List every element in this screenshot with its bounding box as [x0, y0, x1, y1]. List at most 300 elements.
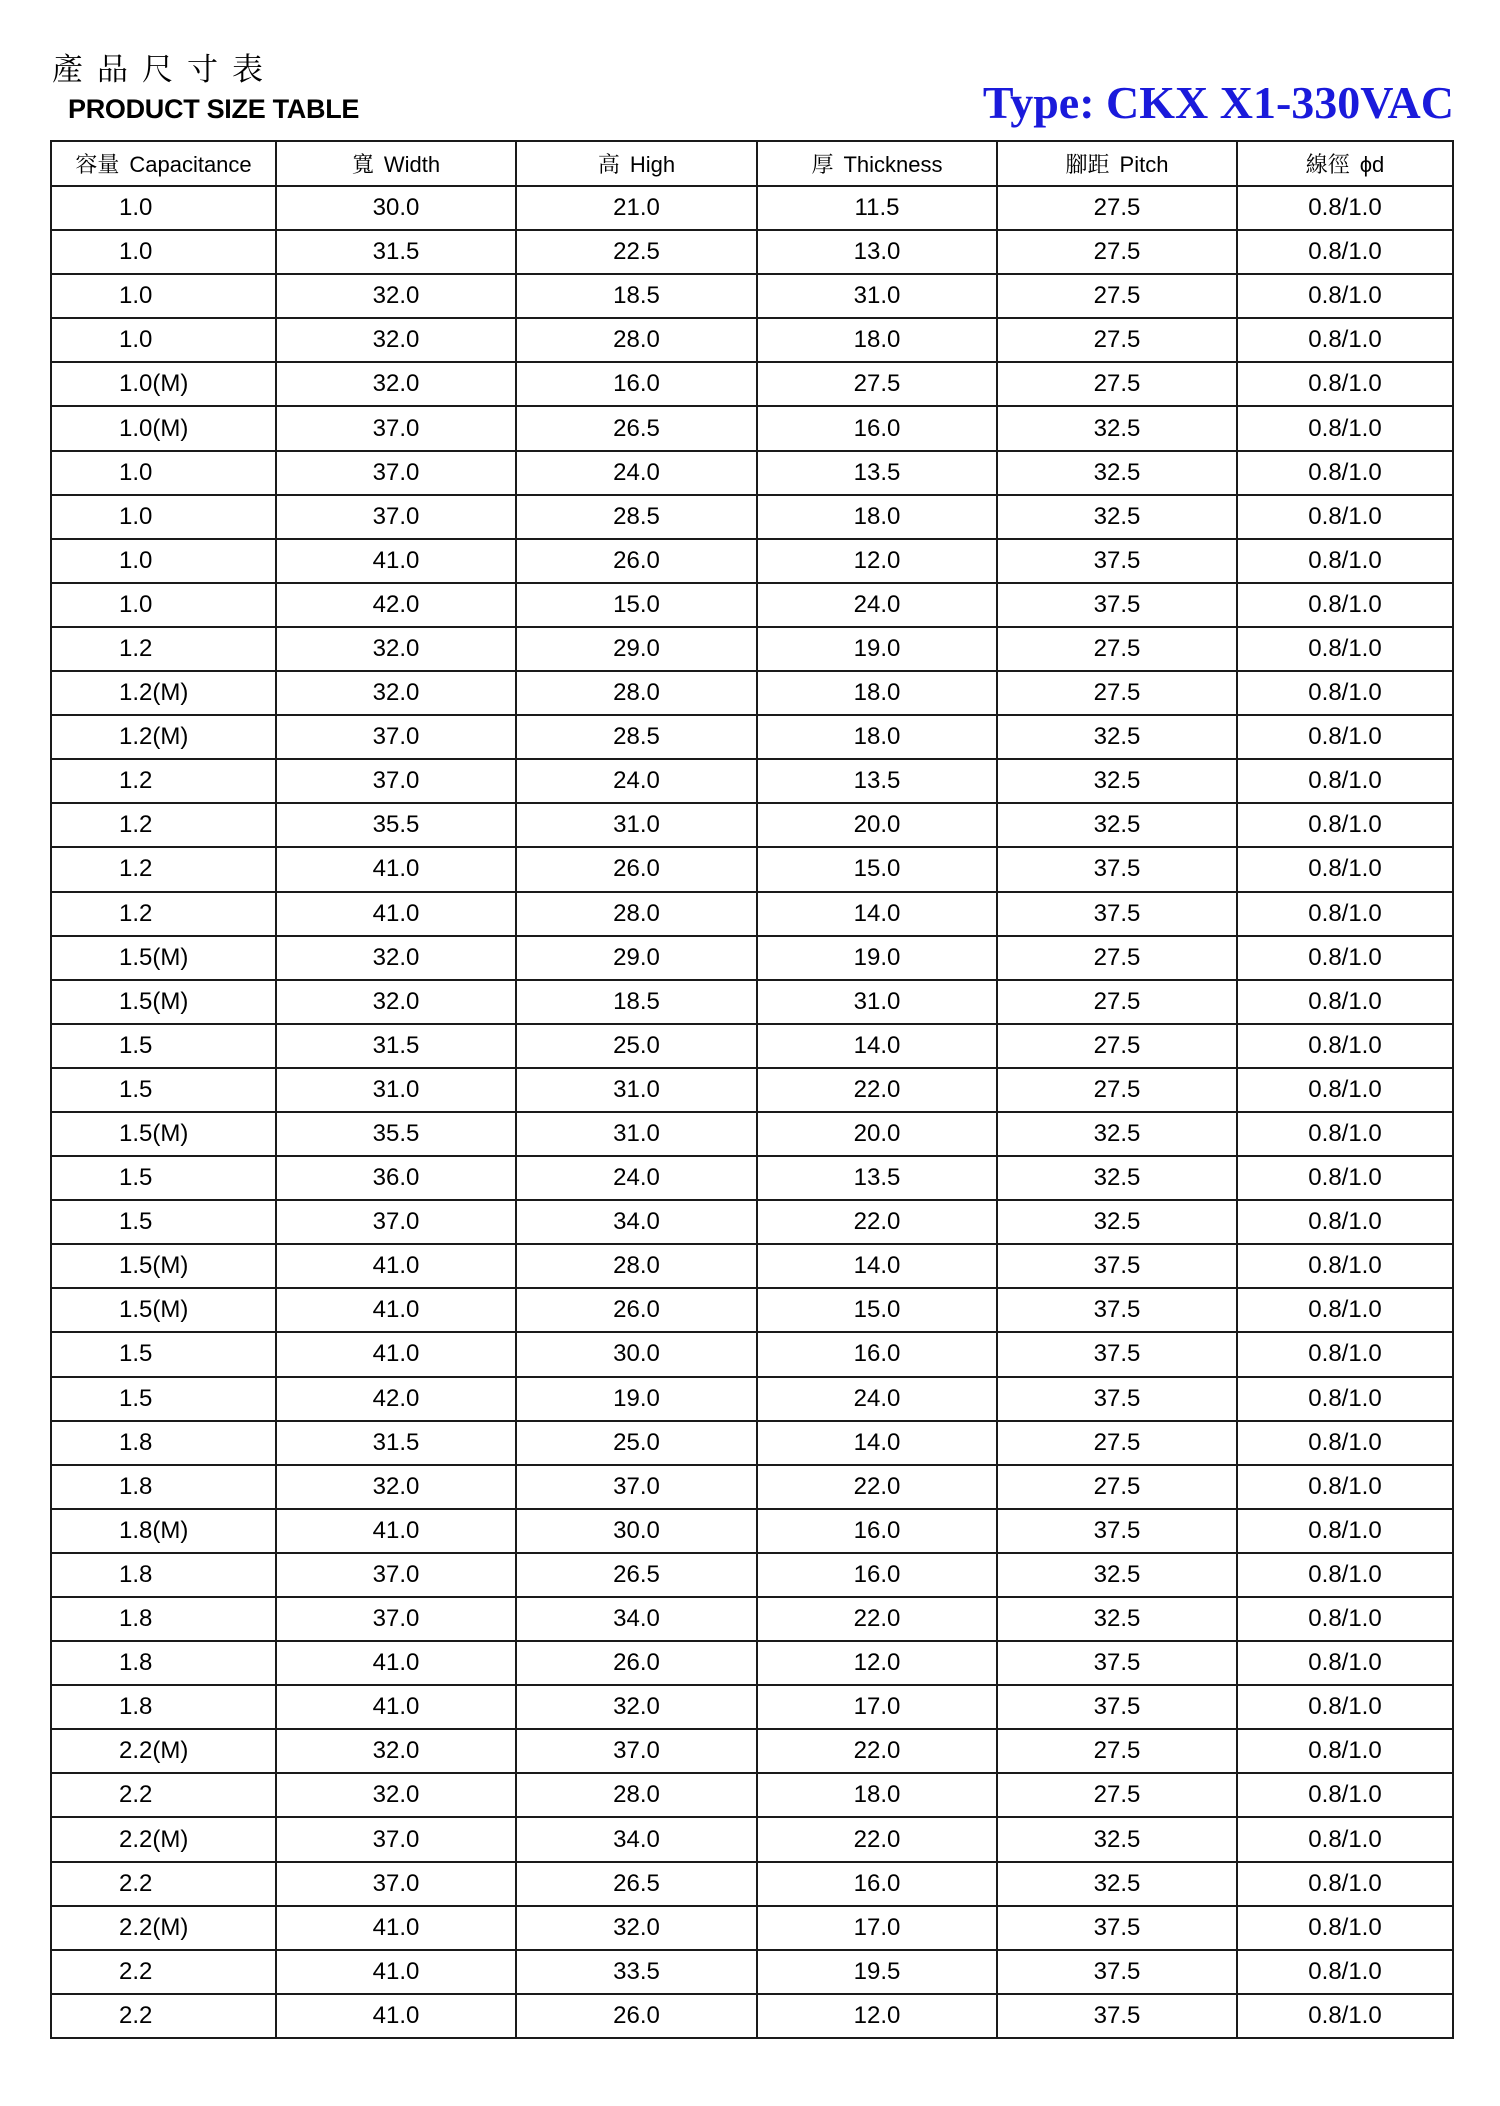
cell-width: 35.5: [276, 803, 516, 847]
cell-thickness: 20.0: [757, 1112, 997, 1156]
cell-high: 26.0: [516, 847, 757, 891]
cell-wire-diameter: 0.8/1.0: [1237, 1994, 1453, 2038]
cell-high: 28.5: [516, 715, 757, 759]
cell-thickness: 13.5: [757, 1156, 997, 1200]
cell-capacitance: 1.8: [51, 1641, 276, 1685]
table-row: [51, 583, 1453, 627]
cell-wire-diameter: 0.8/1.0: [1237, 1950, 1453, 1994]
cell-wire-diameter: 0.8/1.0: [1237, 671, 1453, 715]
table-row: [51, 318, 1453, 362]
cell-high: 18.5: [516, 274, 757, 318]
table-row: [51, 1377, 1453, 1421]
cell-wire-diameter: 0.8/1.0: [1237, 1244, 1453, 1288]
cell-capacitance: 1.5(M): [51, 1112, 276, 1156]
cell-high: 29.0: [516, 627, 757, 671]
table-row: [51, 715, 1453, 759]
cell-thickness: 24.0: [757, 583, 997, 627]
cell-thickness: 31.0: [757, 980, 997, 1024]
cell-pitch: 32.5: [997, 1553, 1237, 1597]
cell-wire-diameter: 0.8/1.0: [1237, 1817, 1453, 1861]
cell-width: 41.0: [276, 1685, 516, 1729]
cell-high: 24.0: [516, 1156, 757, 1200]
cell-pitch: 32.5: [997, 495, 1237, 539]
cell-high: 16.0: [516, 362, 757, 406]
table-row: [51, 1024, 1453, 1068]
cell-high: 37.0: [516, 1465, 757, 1509]
cell-high: 34.0: [516, 1817, 757, 1861]
cell-wire-diameter: 0.8/1.0: [1237, 274, 1453, 318]
cell-thickness: 14.0: [757, 1244, 997, 1288]
cell-pitch: 37.5: [997, 892, 1237, 936]
header-capacitance: [51, 141, 276, 186]
cell-capacitance: 1.0: [51, 274, 276, 318]
cell-capacitance: 1.0: [51, 451, 276, 495]
cell-width: 37.0: [276, 715, 516, 759]
cell-wire-diameter: 0.8/1.0: [1237, 1156, 1453, 1200]
cell-high: 21.0: [516, 186, 757, 230]
table-row: [51, 671, 1453, 715]
cell-width: 32.0: [276, 936, 516, 980]
cell-thickness: 22.0: [757, 1068, 997, 1112]
cell-capacitance: 1.5(M): [51, 1288, 276, 1332]
cell-width: 41.0: [276, 1994, 516, 2038]
cell-pitch: 27.5: [997, 186, 1237, 230]
header-wire-diameter: [1237, 141, 1453, 186]
header-high: [516, 141, 757, 186]
cell-high: 37.0: [516, 1729, 757, 1773]
title-english: PRODUCT SIZE TABLE: [68, 94, 360, 124]
cell-high: 30.0: [516, 1509, 757, 1553]
cell-width: 37.0: [276, 1817, 516, 1861]
table-row: [51, 406, 1453, 450]
header-en-label: Capacitance: [129, 152, 252, 177]
header-cn-label: 寬: [351, 152, 374, 177]
cell-wire-diameter: 0.8/1.0: [1237, 803, 1453, 847]
cell-thickness: 17.0: [757, 1685, 997, 1729]
table-row: [51, 980, 1453, 1024]
cell-pitch: 37.5: [997, 847, 1237, 891]
cell-width: 37.0: [276, 759, 516, 803]
cell-wire-diameter: 0.8/1.0: [1237, 980, 1453, 1024]
cell-width: 42.0: [276, 1377, 516, 1421]
table-row: [51, 1597, 1453, 1641]
cell-width: 37.0: [276, 1200, 516, 1244]
cell-pitch: 27.5: [997, 936, 1237, 980]
cell-wire-diameter: 0.8/1.0: [1237, 1773, 1453, 1817]
table-row: [51, 1465, 1453, 1509]
header-width: [276, 141, 516, 186]
cell-high: 25.0: [516, 1421, 757, 1465]
cell-high: 26.0: [516, 1288, 757, 1332]
cell-thickness: 11.5: [757, 186, 997, 230]
cell-thickness: 24.0: [757, 1377, 997, 1421]
cell-capacitance: 1.5: [51, 1068, 276, 1112]
cell-high: 31.0: [516, 1068, 757, 1112]
table-row: [51, 1421, 1453, 1465]
cell-width: 31.5: [276, 1024, 516, 1068]
cell-width: 30.0: [276, 186, 516, 230]
cell-capacitance: 1.0: [51, 230, 276, 274]
header-cn-label: 容量: [75, 152, 120, 177]
cell-pitch: 32.5: [997, 1817, 1237, 1861]
cell-pitch: 32.5: [997, 406, 1237, 450]
cell-capacitance: 2.2: [51, 1994, 276, 2038]
cell-thickness: 18.0: [757, 671, 997, 715]
cell-thickness: 18.0: [757, 318, 997, 362]
cell-capacitance: 1.0: [51, 583, 276, 627]
cell-wire-diameter: 0.8/1.0: [1237, 1200, 1453, 1244]
cell-capacitance: 1.0(M): [51, 406, 276, 450]
cell-high: 34.0: [516, 1200, 757, 1244]
cell-wire-diameter: 0.8/1.0: [1237, 1465, 1453, 1509]
cell-thickness: 13.5: [757, 759, 997, 803]
header-en-label: Thickness: [843, 152, 943, 177]
cell-width: 37.0: [276, 451, 516, 495]
cell-width: 41.0: [276, 1950, 516, 1994]
cell-wire-diameter: 0.8/1.0: [1237, 1112, 1453, 1156]
cell-thickness: 27.5: [757, 362, 997, 406]
cell-wire-diameter: 0.8/1.0: [1237, 1597, 1453, 1641]
cell-wire-diameter: 0.8/1.0: [1237, 539, 1453, 583]
cell-pitch: 27.5: [997, 1024, 1237, 1068]
cell-pitch: 27.5: [997, 1068, 1237, 1112]
cell-pitch: 32.5: [997, 1862, 1237, 1906]
cell-high: 18.5: [516, 980, 757, 1024]
table-row: [51, 1906, 1453, 1950]
cell-thickness: 19.5: [757, 1950, 997, 1994]
cell-pitch: 37.5: [997, 1288, 1237, 1332]
header-cn-label: 腳距: [1065, 152, 1110, 177]
cell-wire-diameter: 0.8/1.0: [1237, 1421, 1453, 1465]
cell-capacitance: 2.2(M): [51, 1817, 276, 1861]
cell-wire-diameter: 0.8/1.0: [1237, 1641, 1453, 1685]
cell-thickness: 22.0: [757, 1200, 997, 1244]
cell-high: 28.0: [516, 318, 757, 362]
cell-thickness: 22.0: [757, 1597, 997, 1641]
cell-wire-diameter: 0.8/1.0: [1237, 936, 1453, 980]
table-row: [51, 451, 1453, 495]
cell-width: 41.0: [276, 1332, 516, 1376]
cell-high: 28.5: [516, 495, 757, 539]
cell-capacitance: 1.8: [51, 1597, 276, 1641]
cell-wire-diameter: 0.8/1.0: [1237, 1729, 1453, 1773]
cell-thickness: 17.0: [757, 1906, 997, 1950]
cell-capacitance: 1.0(M): [51, 362, 276, 406]
cell-wire-diameter: 0.8/1.0: [1237, 627, 1453, 671]
cell-pitch: 32.5: [997, 451, 1237, 495]
title-chinese: 產品尺寸表: [52, 52, 277, 88]
cell-thickness: 18.0: [757, 1773, 997, 1817]
cell-capacitance: 1.5: [51, 1156, 276, 1200]
table-row: [51, 1817, 1453, 1861]
table-body: [51, 186, 1453, 2038]
table-row: [51, 186, 1453, 230]
cell-thickness: 16.0: [757, 1509, 997, 1553]
cell-thickness: 20.0: [757, 803, 997, 847]
cell-width: 32.0: [276, 1729, 516, 1773]
table-row: [51, 539, 1453, 583]
cell-width: 41.0: [276, 892, 516, 936]
cell-wire-diameter: 0.8/1.0: [1237, 759, 1453, 803]
cell-high: 30.0: [516, 1332, 757, 1376]
cell-pitch: 32.5: [997, 715, 1237, 759]
cell-pitch: 27.5: [997, 362, 1237, 406]
cell-capacitance: 1.2: [51, 627, 276, 671]
table-row: [51, 803, 1453, 847]
cell-wire-diameter: 0.8/1.0: [1237, 1906, 1453, 1950]
table-row: [51, 1773, 1453, 1817]
cell-thickness: 12.0: [757, 539, 997, 583]
cell-capacitance: 1.0: [51, 186, 276, 230]
cell-capacitance: 1.0: [51, 495, 276, 539]
cell-width: 37.0: [276, 406, 516, 450]
cell-width: 41.0: [276, 1906, 516, 1950]
cell-capacitance: 1.5: [51, 1024, 276, 1068]
cell-high: 19.0: [516, 1377, 757, 1421]
table-row: [51, 1200, 1453, 1244]
cell-high: 15.0: [516, 583, 757, 627]
cell-width: 42.0: [276, 583, 516, 627]
cell-pitch: 37.5: [997, 1950, 1237, 1994]
cell-pitch: 27.5: [997, 274, 1237, 318]
cell-width: 32.0: [276, 980, 516, 1024]
cell-pitch: 27.5: [997, 980, 1237, 1024]
cell-capacitance: 1.5: [51, 1377, 276, 1421]
cell-width: 36.0: [276, 1156, 516, 1200]
cell-wire-diameter: 0.8/1.0: [1237, 1068, 1453, 1112]
cell-capacitance: 1.2(M): [51, 715, 276, 759]
table-row: [51, 1244, 1453, 1288]
cell-wire-diameter: 0.8/1.0: [1237, 230, 1453, 274]
cell-wire-diameter: 0.8/1.0: [1237, 1553, 1453, 1597]
cell-capacitance: 1.5(M): [51, 980, 276, 1024]
cell-capacitance: 2.2: [51, 1950, 276, 1994]
cell-wire-diameter: 0.8/1.0: [1237, 186, 1453, 230]
cell-thickness: 16.0: [757, 406, 997, 450]
table-row: [51, 1068, 1453, 1112]
cell-wire-diameter: 0.8/1.0: [1237, 1862, 1453, 1906]
cell-thickness: 16.0: [757, 1862, 997, 1906]
cell-capacitance: 1.0: [51, 539, 276, 583]
table-row: [51, 1553, 1453, 1597]
cell-capacitance: 1.2: [51, 847, 276, 891]
cell-pitch: 37.5: [997, 1906, 1237, 1950]
cell-pitch: 37.5: [997, 539, 1237, 583]
cell-high: 28.0: [516, 892, 757, 936]
cell-thickness: 19.0: [757, 936, 997, 980]
header-cn-label: 高: [597, 152, 620, 177]
cell-pitch: 37.5: [997, 583, 1237, 627]
table-row: [51, 1685, 1453, 1729]
cell-pitch: 32.5: [997, 759, 1237, 803]
cell-pitch: 37.5: [997, 1994, 1237, 2038]
cell-high: 26.5: [516, 406, 757, 450]
cell-capacitance: 1.8: [51, 1553, 276, 1597]
cell-high: 22.5: [516, 230, 757, 274]
cell-pitch: 32.5: [997, 1156, 1237, 1200]
header-en-label: ϕd: [1359, 152, 1385, 177]
table-row: [51, 1641, 1453, 1685]
table-row: [51, 892, 1453, 936]
cell-thickness: 16.0: [757, 1332, 997, 1376]
cell-width: 41.0: [276, 1509, 516, 1553]
cell-width: 32.0: [276, 362, 516, 406]
cell-thickness: 22.0: [757, 1729, 997, 1773]
table-row: [51, 362, 1453, 406]
cell-high: 31.0: [516, 803, 757, 847]
cell-capacitance: 1.8: [51, 1685, 276, 1729]
cell-wire-diameter: 0.8/1.0: [1237, 892, 1453, 936]
cell-wire-diameter: 0.8/1.0: [1237, 1509, 1453, 1553]
cell-high: 28.0: [516, 1244, 757, 1288]
cell-high: 26.0: [516, 539, 757, 583]
cell-wire-diameter: 0.8/1.0: [1237, 583, 1453, 627]
cell-high: 28.0: [516, 1773, 757, 1817]
cell-capacitance: 2.2: [51, 1773, 276, 1817]
cell-capacitance: 1.2: [51, 803, 276, 847]
cell-pitch: 27.5: [997, 1465, 1237, 1509]
cell-width: 32.0: [276, 671, 516, 715]
cell-thickness: 16.0: [757, 1553, 997, 1597]
cell-capacitance: 1.5(M): [51, 936, 276, 980]
header-thickness: [757, 141, 997, 186]
cell-width: 31.0: [276, 1068, 516, 1112]
cell-thickness: 31.0: [757, 274, 997, 318]
cell-high: 31.0: [516, 1112, 757, 1156]
cell-thickness: 14.0: [757, 1024, 997, 1068]
header-en-label: Width: [383, 152, 441, 177]
cell-thickness: 13.5: [757, 451, 997, 495]
cell-thickness: 18.0: [757, 715, 997, 759]
table-row: [51, 847, 1453, 891]
cell-width: 37.0: [276, 495, 516, 539]
cell-pitch: 27.5: [997, 1773, 1237, 1817]
table-row: [51, 1332, 1453, 1376]
cell-capacitance: 1.5(M): [51, 1244, 276, 1288]
header-pitch: [997, 141, 1237, 186]
table-row: [51, 627, 1453, 671]
cell-capacitance: 2.2(M): [51, 1906, 276, 1950]
header-cn-label: 厚: [811, 152, 834, 177]
table-header-row: [51, 141, 1453, 186]
cell-pitch: 37.5: [997, 1509, 1237, 1553]
cell-capacitance: 1.0: [51, 318, 276, 362]
table-row: [51, 759, 1453, 803]
cell-wire-diameter: 0.8/1.0: [1237, 318, 1453, 362]
cell-pitch: 37.5: [997, 1685, 1237, 1729]
cell-width: 32.0: [276, 1773, 516, 1817]
cell-thickness: 19.0: [757, 627, 997, 671]
cell-high: 26.5: [516, 1553, 757, 1597]
cell-pitch: 27.5: [997, 671, 1237, 715]
cell-pitch: 37.5: [997, 1377, 1237, 1421]
cell-pitch: 37.5: [997, 1641, 1237, 1685]
product-type-title: Type: CKX X1-330VAC: [982, 77, 1454, 128]
cell-high: 26.0: [516, 1994, 757, 2038]
cell-capacitance: 1.8: [51, 1421, 276, 1465]
cell-thickness: 12.0: [757, 1641, 997, 1685]
table-row: [51, 1729, 1453, 1773]
cell-high: 25.0: [516, 1024, 757, 1068]
cell-thickness: 14.0: [757, 1421, 997, 1465]
cell-pitch: 27.5: [997, 627, 1237, 671]
cell-thickness: 14.0: [757, 892, 997, 936]
cell-width: 32.0: [276, 1465, 516, 1509]
cell-thickness: 22.0: [757, 1817, 997, 1861]
product-size-table: [50, 140, 1454, 2039]
cell-capacitance: 1.2: [51, 759, 276, 803]
table-row: [51, 1288, 1453, 1332]
cell-pitch: 37.5: [997, 1332, 1237, 1376]
cell-high: 26.5: [516, 1862, 757, 1906]
cell-pitch: 32.5: [997, 1597, 1237, 1641]
cell-width: 41.0: [276, 1641, 516, 1685]
cell-width: 41.0: [276, 539, 516, 583]
table-row: [51, 495, 1453, 539]
cell-wire-diameter: 0.8/1.0: [1237, 1024, 1453, 1068]
cell-wire-diameter: 0.8/1.0: [1237, 362, 1453, 406]
cell-width: 37.0: [276, 1862, 516, 1906]
cell-width: 41.0: [276, 1244, 516, 1288]
cell-wire-diameter: 0.8/1.0: [1237, 451, 1453, 495]
cell-wire-diameter: 0.8/1.0: [1237, 406, 1453, 450]
cell-wire-diameter: 0.8/1.0: [1237, 1288, 1453, 1332]
cell-pitch: 27.5: [997, 1729, 1237, 1773]
cell-pitch: 32.5: [997, 1112, 1237, 1156]
table-row: [51, 1862, 1453, 1906]
cell-wire-diameter: 0.8/1.0: [1237, 715, 1453, 759]
cell-wire-diameter: 0.8/1.0: [1237, 1685, 1453, 1729]
cell-capacitance: 1.5: [51, 1200, 276, 1244]
cell-wire-diameter: 0.8/1.0: [1237, 847, 1453, 891]
cell-width: 41.0: [276, 847, 516, 891]
cell-pitch: 27.5: [997, 230, 1237, 274]
cell-high: 32.0: [516, 1906, 757, 1950]
cell-capacitance: 2.2: [51, 1862, 276, 1906]
cell-capacitance: 1.2(M): [51, 671, 276, 715]
cell-width: 32.0: [276, 318, 516, 362]
cell-capacitance: 1.5: [51, 1332, 276, 1376]
table-row: [51, 1112, 1453, 1156]
cell-high: 28.0: [516, 671, 757, 715]
cell-high: 24.0: [516, 759, 757, 803]
cell-high: 32.0: [516, 1685, 757, 1729]
cell-high: 29.0: [516, 936, 757, 980]
table-row: [51, 1509, 1453, 1553]
header-en-label: High: [629, 152, 676, 177]
cell-capacitance: 1.8(M): [51, 1509, 276, 1553]
cell-width: 32.0: [276, 627, 516, 671]
cell-wire-diameter: 0.8/1.0: [1237, 1377, 1453, 1421]
cell-pitch: 32.5: [997, 1200, 1237, 1244]
cell-width: 31.5: [276, 230, 516, 274]
cell-width: 35.5: [276, 1112, 516, 1156]
table-row: [51, 230, 1453, 274]
cell-capacitance: 1.8: [51, 1465, 276, 1509]
header-en-label: Pitch: [1119, 152, 1169, 177]
cell-width: 37.0: [276, 1553, 516, 1597]
cell-high: 26.0: [516, 1641, 757, 1685]
cell-wire-diameter: 0.8/1.0: [1237, 1332, 1453, 1376]
table-row: [51, 274, 1453, 318]
cell-width: 32.0: [276, 274, 516, 318]
cell-capacitance: 2.2(M): [51, 1729, 276, 1773]
cell-thickness: 15.0: [757, 1288, 997, 1332]
cell-thickness: 18.0: [757, 495, 997, 539]
cell-pitch: 27.5: [997, 318, 1237, 362]
cell-high: 33.5: [516, 1950, 757, 1994]
table-row: [51, 1994, 1453, 2038]
